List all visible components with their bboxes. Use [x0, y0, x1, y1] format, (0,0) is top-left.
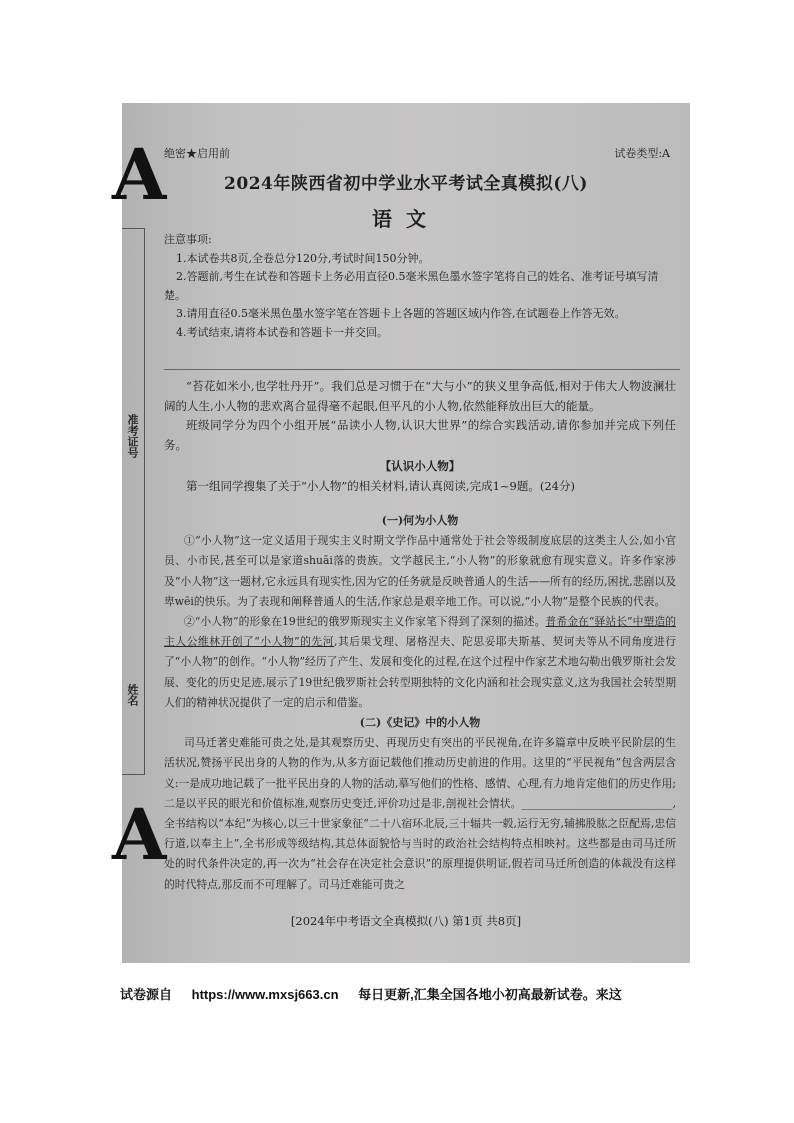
note-item: 3.请用直径0.5毫米黑色墨水签字笔在答题卡上各题的答题区域内作答,在试题卷上作答无效。	[176, 307, 626, 320]
passage-paragraph: ①“小人物”这一定义适用于现实主义时期文学作品中通常处于社会等级制度底层的这类主人公,如小官员、小市民,甚至可以是家道shuāi落的贵族。文学越民主,“小人物”的形象就愈有现实意义。许多作家涉及“小人物”这一题材,它永远具有现实性,因为它的任务就是反映普通人的生活——所有的经历,困扰,悲剧以及卑wēi的快乐。为了表现和阐释普通人的生活,作家总是艰辛地工作。可以说,“小人物”是整个民族的代表。	[164, 534, 676, 608]
exam-notes	[164, 231, 676, 342]
source-url[interactable]: https://www.mxsj663.cn	[191, 987, 339, 1002]
passage-text: ,全书结构以“本纪”为核心,以三十世家象征“二十八宿环北辰,三十辐共一毂,运行无穷,辅拂股肱之臣配焉,忠信行道,以奉主上”,全书形成等级结构,其总体面貌恰与当时的政治社会结构特点相映衬。这些都是由司马迁所处的时代条件决定的,再一次为“社会存在决定社会意识”的原理提供明证,假若司马迁所创造的体裁没有这样的时代特点,那反而不可理解了。司马迁难能可贵之	[164, 796, 676, 891]
subsection-title: (一)何为小人物	[381, 514, 459, 527]
page-footer: [2024年中考语文全真模拟(八) 第1页 共8页]	[290, 914, 522, 928]
intro-section	[164, 377, 676, 496]
note-item: 4.考试结束,请将本试卷和答题卡一并交回。	[176, 325, 388, 339]
passage-paragraph	[164, 612, 676, 713]
reading-passage	[164, 511, 676, 895]
paper-type-letter-top: A	[112, 133, 167, 216]
paper-type-label: 试卷类型:A	[614, 147, 670, 160]
answer-blank: ____________________________	[521, 796, 673, 810]
source-banner	[120, 984, 720, 1003]
intro-paragraph: 班级同学分为四个小组开展“品读小人物,认识大世界”的综合实践活动,请你参加并完成下列任务。	[164, 418, 676, 452]
underlined-sentence: 普希金在“驿站长”中塑造的主人公维林开创了“小人物”的先河	[164, 615, 676, 649]
section-title: 【认识小人物】	[379, 459, 461, 473]
passage-text: 司马迁著史难能可贵之处,是其观察历史、再现历史有突出的平民视角,在许多篇章中反映平民阶层的生活状况,赞扬平民出身的人物的作为,从多方面记载他们推动历史前进的作用。这里的“平民视角”包含两层含义:一是成功地记载了一批平民出身的人物的活动,摹写他们的性格、感情、心理,有力地肯定他们的历史作用;二是以平民的眼光和价值标准,观察历史变迁,评价功过是非,剖视社会情状。	[164, 736, 676, 810]
note-item: 2.答题前,考生在试卷和答题卡上务必用直径0.5毫米黑色墨水签字笔将自己的姓名、准考证号填写清楚。	[164, 270, 659, 302]
exam-number-label: 准考证号	[126, 414, 139, 458]
paper-type-letter-bottom: A	[112, 793, 167, 876]
passage-text: ②“小人物”的形象在19世纪的俄罗斯现实主义作家笔下得到了深刻的描述。	[184, 615, 546, 629]
source-tagline: 每日更新,汇集全国各地小初高最新试卷。来这	[358, 987, 622, 1002]
confidential-label: 绝密★启用前	[164, 147, 230, 160]
binding-margin-box	[122, 228, 145, 775]
subject-title: 语文	[372, 207, 440, 231]
notes-divider	[164, 369, 680, 370]
notes-heading: 注意事项:	[164, 233, 212, 246]
header-row	[164, 145, 670, 161]
intro-paragraph: “苔花如米小,也学牡丹开”。我们总是习惯于在“大与小”的狭义里争高低,相对于伟大人物波澜壮阔的人生,小人物的悲欢离合显得毫不起眼,但平凡的小人物,依然能释放出巨大的能量。	[164, 379, 676, 413]
subsection-title: (二)《史记》中的小人物	[359, 716, 481, 730]
task-instruction: 第一组同学搜集了关于“小人物”的相关材料,请认真阅读,完成1~9题。(24分)	[186, 478, 575, 493]
exam-paper-photo	[112, 103, 690, 963]
name-label: 姓名	[126, 684, 139, 706]
source-label: 试卷源自	[120, 987, 173, 1002]
passage-paragraph	[164, 733, 676, 895]
note-item: 1.本试卷共8页,全卷总分120分,考试时间150分钟。	[176, 251, 430, 265]
exam-title: 2024年陕西省初中学业水平考试全真模拟(八)	[224, 174, 588, 194]
passage-text: ,其后果戈理、屠格涅夫、陀思妥耶夫斯基、契诃夫等从不同角度进行了“小人物”的创作。“小人物”经历了产生、发展和变化的过程,在这个过程中作家艺术地勾勒出俄罗斯社会发展、变化的历史足迹,展示了19世纪俄罗斯社会转型期独特的文化内涵和社会现实意义,这为我国社会转型期人们的精神状况提供了一定的启示和借鉴。	[164, 635, 676, 709]
